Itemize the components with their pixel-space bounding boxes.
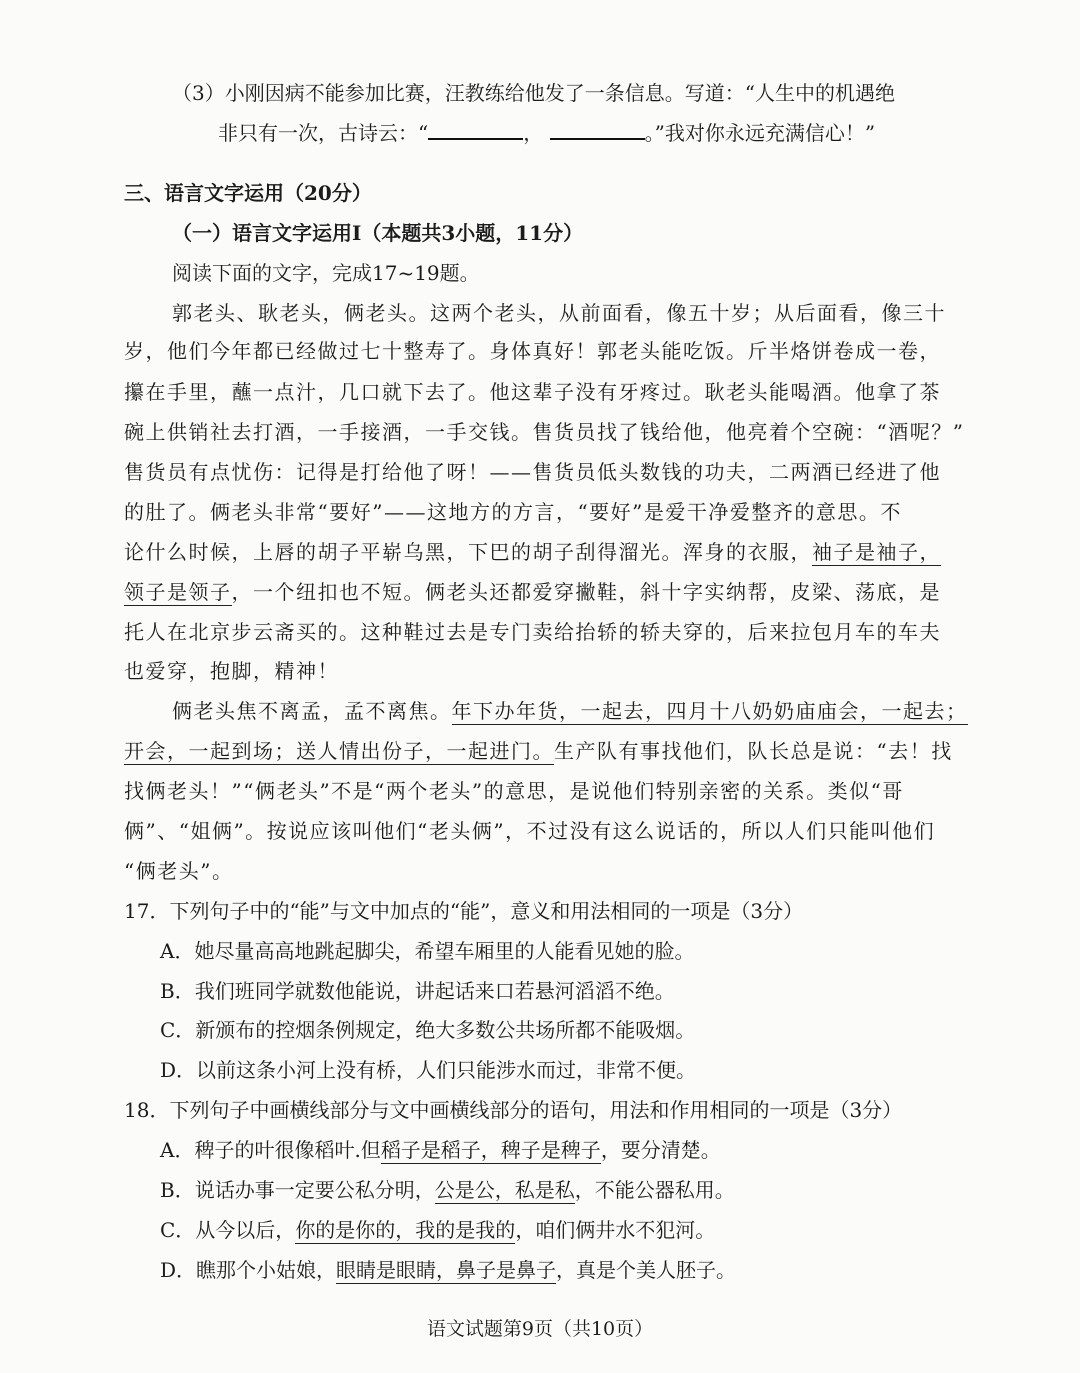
- option-text: D．瞧那个小姑娘，: [160, 1258, 337, 1282]
- passage-line: 找俩老头！”“俩老头”不是“两个老头”的意思，是说他们特别亲密的关系。类似“哥: [124, 779, 904, 803]
- passage-text: ，一个纽扣也不短。俩老头还都爱穿撇鞋，斜十字实纳帮，皮梁、荡底，是: [231, 580, 941, 604]
- q17-option-a[interactable]: A．她尽量高高地跳起脚尖，希望车厢里的人能看见她的脸。: [160, 939, 695, 963]
- underlined-phrase: 领子是领子: [124, 580, 232, 604]
- underlined-phrase: 年下办年货，一起去，四月十八奶奶庙庙会，一起去；: [451, 699, 968, 723]
- q16-3-text-c: 。”我对你永远充满信心！”: [644, 121, 876, 145]
- underlined-phrase: 公是公，私是私: [434, 1178, 575, 1202]
- q17-option-d[interactable]: D．以前这条小河上没有桥，人们只能涉水而过，非常不便。: [160, 1058, 697, 1082]
- section-heading: 三、语言文字运用（20分）: [124, 181, 372, 205]
- passage-line: [124, 539, 941, 565]
- option-text: ，真是个美人胚子。: [556, 1258, 737, 1282]
- passage-line: “俩老头”。: [124, 859, 234, 883]
- passage-line: 托人在北京步云斋买的。这种鞋过去是专门卖给抬轿的轿夫穿的，后来拉包月车的车夫: [124, 620, 941, 644]
- passage-line: [172, 698, 968, 724]
- q17-option-c[interactable]: C．新颁布的控烟条例规定，绝大多数公共场所都不能吸烟。: [160, 1018, 696, 1042]
- passage-line: 俩”、“姐俩”。按说应该叫他们“老头俩”，不过没有这么说话的，所以人们只能叫他们: [124, 819, 936, 843]
- q18-option-b[interactable]: [160, 1177, 735, 1203]
- q18-option-a[interactable]: [160, 1137, 721, 1163]
- underlined-phrase: 袖子是袖子，: [812, 540, 941, 564]
- q17-option-b[interactable]: B．我们班同学就数他能说，讲起话来口若悬河滔滔不绝。: [160, 979, 675, 1003]
- underlined-phrase: 眼睛是眼睛，鼻子是鼻子: [336, 1258, 557, 1282]
- reading-instruction: 阅读下面的文字，完成17~19题。: [172, 261, 480, 285]
- option-text: ，不能公器私用。: [574, 1178, 735, 1202]
- passage-line: 也爱穿，抱脚，精神！: [124, 659, 339, 683]
- q18-stem: 18．下列句子中画横线部分与文中画横线部分的语句，用法和作用相同的一项是（3分）: [124, 1098, 903, 1122]
- answer-blank-2[interactable]: [550, 120, 645, 140]
- option-text: C．从今以后，: [160, 1218, 296, 1242]
- page-footer: 语文试题第9页（共10页）: [426, 1318, 654, 1340]
- q16-3-text-b: ，: [523, 121, 544, 145]
- passage-text: 俩老头焦不离孟，孟不离焦。: [172, 699, 452, 723]
- option-text: ，咱们俩井水不犯河。: [515, 1218, 716, 1242]
- underlined-phrase: 你的是你的，我的是我的: [295, 1218, 516, 1242]
- q18-option-d[interactable]: [160, 1257, 736, 1283]
- passage-line: 郭老头、耿老头，俩老头。这两个老头，从前面看，像五十岁；从后面看，像三十: [172, 301, 946, 325]
- passage-line: 岁，他们今年都已经做过七十整寿了。身体真好！郭老头能吃饭。斤半烙饼卷成一卷，: [124, 339, 941, 363]
- passage-line: 的肚了。俩老头非常“要好”——这地方的方言，“要好”是爱干净爱整齐的意思。不: [124, 500, 902, 524]
- q16-3-line1: （3）小刚因病不能参加比赛，汪教练给他发了一条信息。写道：“人生中的机遇绝: [172, 81, 895, 105]
- option-text: A．稗子的叶很像稻叶.但: [160, 1138, 381, 1162]
- q18-option-c[interactable]: [160, 1217, 715, 1243]
- underlined-phrase: 开会，一起到场；送人情出份子，一起进门。: [124, 739, 554, 763]
- passage-line: 售货员有点忧伤：记得是打给他了呀！——售货员低头数钱的功夫，二两酒已经进了他: [124, 460, 941, 484]
- sub-section-heading: （一）语言文字运用Ⅰ（本题共3小题，11分）: [172, 221, 584, 245]
- passage-text: 论什么时候，上唇的胡子平崭乌黑，下巴的胡子刮得溜光。浑身的衣服，: [124, 540, 812, 564]
- option-text: B．说话办事一定要公私分明，: [160, 1178, 435, 1202]
- passage-line: 碗上供销社去打酒，一手接酒，一手交钱。售货员找了钱给他，他亮着个空碗：“酒呢？”: [124, 420, 965, 444]
- passage-text: 生产队有事找他们，队长总是说：“去！找: [554, 739, 953, 763]
- passage-line: 攥在手里，蘸一点汁，几口就下去了。他这辈子没有牙疼过。耿老头能喝酒。他拿了茶: [124, 380, 941, 404]
- answer-blank-1[interactable]: [428, 120, 523, 140]
- option-text: ，要分清楚。: [600, 1138, 721, 1162]
- passage-line: [124, 738, 953, 764]
- passage-line: [124, 579, 941, 605]
- underlined-phrase: 稻子是稻子，稗子是稗子: [380, 1138, 601, 1162]
- q17-stem: 17．下列句子中的“能”与文中加点的“能”，意义和用法相同的一项是（3分）: [124, 899, 804, 923]
- q16-3-text-a: 非只有一次，古诗云：“: [218, 121, 429, 145]
- q16-3-line2: [218, 120, 875, 146]
